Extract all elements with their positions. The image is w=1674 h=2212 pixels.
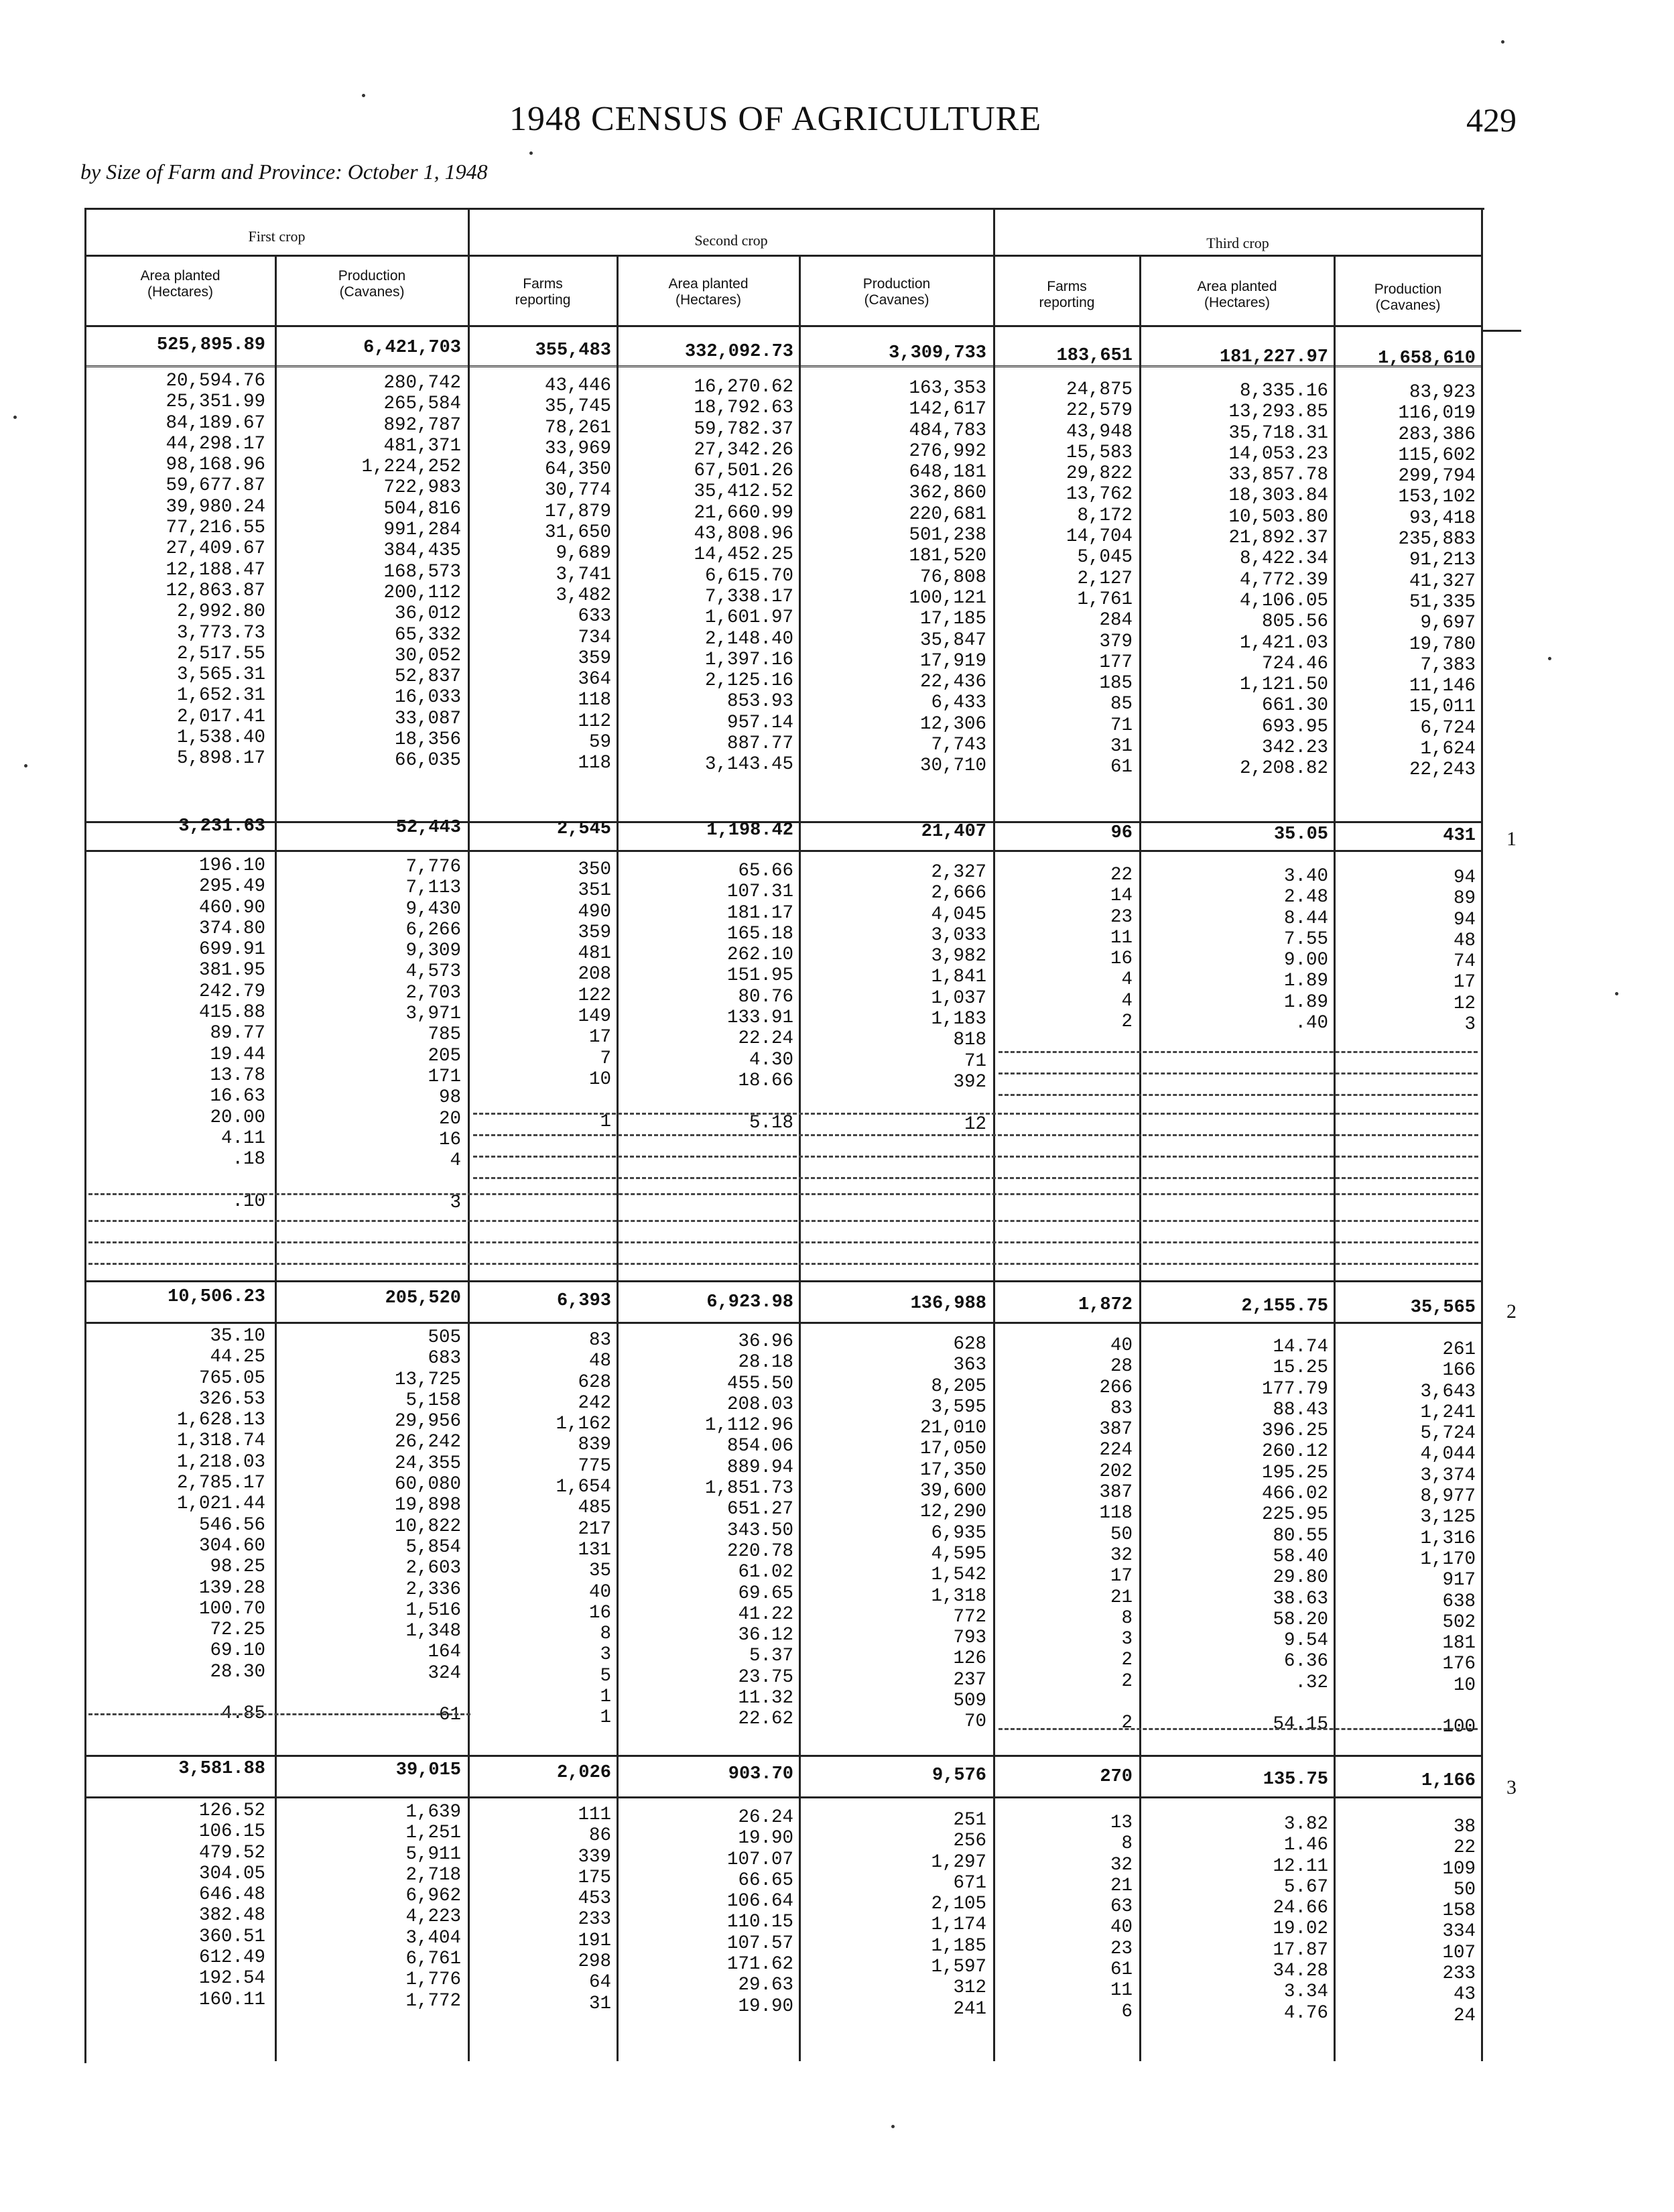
scan-speck [24,764,27,767]
section-number: 1 [1506,828,1517,850]
dash-leader [999,1051,1478,1053]
s3-subtotal-third-production: 1,166 [1421,1771,1476,1791]
col-first-production-header: Production (Cavanes) [338,268,406,300]
section-number: 2 [1506,1300,1517,1323]
s1-third-farms: 22 14 23 11 16 4 4 2 [1110,865,1133,1033]
dash-leader [88,1713,470,1715]
s2-subtotal-third-farms: 1,872 [1078,1295,1133,1315]
s1-subtotal-third-farms: 96 [1110,823,1133,843]
col-third-production-header: Production (Cavanes) [1374,282,1442,313]
s0-first-production: 280,742 265,584 892,787 481,371 1,224,252 722,983 504,816 991,284 384,435 168,573 200,112 36,012 65,332 30,052 52,837 16,033 33,087 18,356 66,035 [361,373,461,772]
total-third-production: 1,658,610 [1378,349,1476,369]
group-header-rule [84,255,1482,257]
s2-first-area: 35.10 44.25 765.05 326.53 1,628.13 1,318.74 1,218.03 2,785.17 1,021.44 546.56 304.60 98.25 139.28 100.70 72.25 69.10 28.30 4.85 [176,1326,265,1725]
dash-leader [473,1156,1478,1158]
s0-first-area: 20,594.76 25,351.99 84,189.67 44,298.17 98,168.96 59,677.87 39,980.24 77,216.55 27,409.67 12,188.47 12,863.87 2,992.80 3,773.73 2,517.55 3,565.31 1,652.31 2,017.41 1,538.40 5,898.17 [166,371,265,770]
s0-second-area: 16,270.62 18,792.63 59,782.37 27,342.26 67,501.26 35,412.52 21,660.99 43,808.96 14,452.25 6,615.70 7,338.17 1,601.97 2,148.40 1,397.16 2,125.16 853.93 957.14 887.77 3,143.45 [694,377,793,776]
totals-double-rule [84,365,1482,371]
dash-leader [88,1193,1478,1195]
first-crop-header: First crop [248,228,306,245]
dash-leader [999,1072,1478,1074]
third-crop-header: Third crop [1206,235,1269,251]
s3-third-farms: 13 8 32 21 63 40 23 61 11 6 [1110,1812,1133,2022]
total-second-production: 3,309,733 [889,343,986,363]
s1-second-area: 65.66 107.31 181.17 165.18 262.10 151.95 80.76 133.91 22.24 4.30 18.66 5.18 [726,861,793,1133]
col-third-farms-header: Farms reporting [1039,279,1095,310]
s2-third-farms: 40 28 266 83 387 224 202 387 118 50 32 17 21 8 3 2 2 2 [1099,1335,1133,1734]
s3-subtotal-first-production: 39,015 [395,1760,461,1780]
s3-subtotal-second-production: 9,576 [931,1766,986,1786]
s1-second-farms: 350 351 490 359 481 208 122 149 17 7 10 1 [578,859,611,1132]
section-number: 3 [1506,1776,1517,1798]
header-tick [1481,330,1521,332]
s0-second-production: 163,353 142,617 484,783 276,992 648,181 362,860 220,681 501,238 181,520 76,808 100,121 17,185 35,847 17,919 22,436 6,433 12,306 7,743 30,710 [909,378,986,777]
s3-third-area: 3.82 1.46 12.11 5.67 24.66 19.02 17.87 34.28 3.34 4.76 [1273,1814,1328,2024]
s1-subtotal-third-production: 431 [1443,826,1476,846]
s0-second-farms: 43,446 35,745 78,261 33,969 64,350 30,774 17,879 31,650 9,689 3,741 3,482 633 734 359 364 118 112 59 118 [544,375,611,774]
s3-subtotal-second-area: 903.70 [728,1764,793,1784]
s1-second-production: 2,327 2,666 4,045 3,033 3,982 1,841 1,037 1,183 818 71 392 12 [931,862,986,1135]
second-crop-header: Second crop [694,232,768,249]
s2-subtotal-second-farms: 6,393 [556,1291,611,1311]
s2-subtotal-third-production: 35,565 [1410,1298,1476,1318]
scan-speck [362,94,365,97]
s1-subtotal-first-area: 3,231.63 [178,816,265,837]
s2-subtotal-second-production: 136,988 [910,1294,986,1314]
page-number: 429 [1466,101,1517,139]
page-title: 1948 CENSUS OF AGRICULTURE [509,100,1042,138]
s3-second-area: 26.24 19.90 107.07 66.65 106.64 110.15 107.57 171.62 29.63 19.90 [726,1807,793,2017]
section-subtotal-rule [84,1796,1482,1798]
col-second-production-header: Production (Cavanes) [862,276,931,308]
s2-second-farms: 83 48 628 242 1,162 839 775 1,654 485 217 131 35 40 16 8 3 5 1 1 [556,1330,611,1729]
s2-subtotal-third-area: 2,155.75 [1241,1296,1328,1316]
s2-first-production: 505 683 13,725 5,158 29,956 26,242 24,355 60,080 19,898 10,822 5,854 2,603 2,336 1,516 1,348 164 324 61 [394,1327,461,1726]
section-rule [84,1755,1482,1757]
dash-leader [88,1263,1478,1265]
s2-third-production: 261 166 3,643 1,241 5,724 4,044 3,374 8,977 3,125 1,316 1,170 917 638 502 181 176 10 100 [1420,1339,1476,1738]
s3-third-production: 38 22 109 50 158 334 107 233 43 24 [1442,1817,1476,2026]
col-second-area-header: Area planted (Hectares) [668,276,749,308]
s2-second-production: 628 363 8,205 3,595 21,010 17,050 17,350 39,600 12,290 6,935 4,595 1,542 1,318 772 793 126 237 509 70 [919,1334,986,1733]
s0-third-farms: 24,875 22,579 43,948 15,583 29,822 13,762 8,172 14,704 5,045 2,127 1,761 284 379 177 185 85 71 31 61 [1066,379,1133,778]
total-third-farms: 183,651 [1056,346,1133,366]
scan-speck [1548,657,1551,660]
dash-leader [88,1220,1478,1222]
scan-speck [1501,40,1504,44]
dash-leader [999,1094,1478,1096]
total-second-area: 332,092.73 [684,342,793,362]
dash-leader [88,1241,1478,1243]
table-right-border [1481,208,1483,2061]
total-first-area: 525,895.89 [156,335,265,355]
s1-third-production: 94 89 94 48 74 17 12 3 [1453,867,1476,1036]
dash-leader [473,1134,1478,1136]
section-subtotal-rule [84,1322,1482,1324]
s3-subtotal-second-farms: 2,026 [556,1763,611,1783]
s3-first-production: 1,639 1,251 5,911 2,718 6,962 4,223 3,404 6,761 1,776 1,772 [405,1802,461,2012]
dash-leader [999,1728,1478,1730]
s1-subtotal-third-area: 35.05 [1273,824,1328,845]
s2-third-area: 14.74 15.25 177.79 88.43 396.25 260.12 195.25 466.02 225.95 80.55 58.40 29.80 38.63 58.20 9.54 6.36 .32 54.15 [1261,1337,1328,1735]
dash-leader [473,1177,1478,1179]
col-third-area-header: Area planted (Hectares) [1197,279,1277,310]
s2-second-area: 36.96 28.18 455.50 208.03 1,112.96 854.06 889.94 1,851.73 651.27 343.50 220.78 61.02 69.65 41.22 36.12 5.37 23.75 11.32 22.62 [704,1331,793,1730]
s3-subtotal-third-area: 135.75 [1263,1770,1328,1790]
s1-subtotal-first-production: 52,443 [395,818,461,838]
s1-first-production: 7,776 7,113 9,430 6,266 9,309 4,573 2,703 3,971 785 205 171 98 20 16 4 3 [405,857,461,1213]
s0-third-area: 8,335.16 13,293.85 35,718.31 14,053.23 33,857.78 18,303.84 10,503.80 21,892.37 8,422.34 4,772.39 4,106.05 805.56 1,421.03 724.46 1,121.50 661.30 693.95 342.23 2,208.82 [1228,381,1328,780]
section-rule [84,1280,1482,1282]
table-subtitle: by Size of Farm and Province: October 1, 1948 [80,160,488,184]
scan-speck [891,2125,895,2128]
s3-second-production: 251 256 1,297 671 2,105 1,174 1,185 1,597 312 241 [931,1810,986,2020]
s3-second-farms: 111 86 339 175 453 233 191 298 64 31 [578,1804,611,2014]
dash-leader [473,1113,1478,1115]
s2-subtotal-first-production: 205,520 [385,1288,461,1308]
col-second-farms-header: Farms reporting [515,276,571,308]
section-subtotal-rule [84,850,1482,852]
col-first-area-header: Area planted (Hectares) [140,268,220,300]
s1-subtotal-second-area: 1,198.42 [706,820,793,841]
s3-subtotal-first-area: 3,581.88 [178,1759,265,1779]
total-third-area: 181,227.97 [1219,347,1328,367]
s1-subtotal-second-farms: 2,545 [556,819,611,839]
total-first-production: 6,421,703 [363,338,461,358]
scan-speck [529,151,533,155]
s2-subtotal-first-area: 10,506.23 [168,1287,265,1307]
s3-first-area: 126.52 106.15 479.52 304.05 646.48 382.48 360.51 612.49 192.54 160.11 [198,1800,265,2010]
s1-subtotal-second-production: 21,407 [921,822,986,842]
scan-speck [1615,992,1618,995]
scan-speck [13,416,17,419]
header-bottom-rule [84,325,1482,327]
total-second-farms: 355,483 [535,341,611,361]
s2-subtotal-second-area: 6,923.98 [706,1292,793,1312]
s0-third-production: 83,923 116,019 283,386 115,602 299,794 153,102 93,418 235,883 91,213 41,327 51,335 9,697 19,780 7,383 11,146 15,011 6,724 1,624 22,243 [1398,382,1476,781]
s3-subtotal-third-farms: 270 [1100,1767,1133,1787]
s1-third-area: 3.40 2.48 8.44 7.55 9.00 1.89 1.89 .40 [1283,866,1328,1034]
s1-first-area: 196.10 295.49 460.90 374.80 699.91 381.95 242.79 415.88 89.77 19.44 13.78 16.63 20.00 4.11 .18 .10 [198,855,265,1212]
